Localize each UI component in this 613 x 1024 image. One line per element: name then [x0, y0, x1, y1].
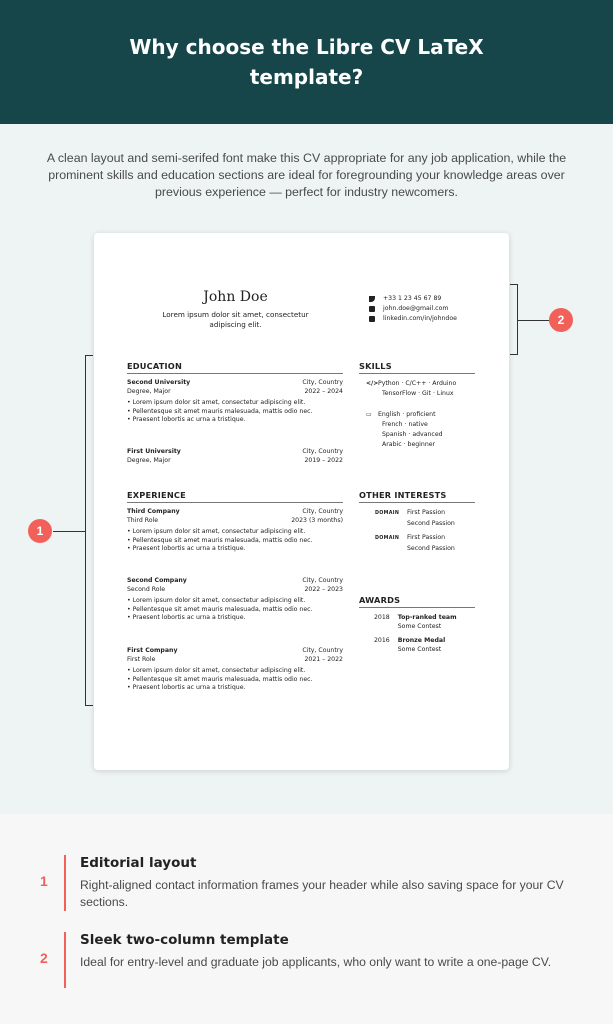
skills-languages	[366, 410, 443, 450]
award-title: Bronze Medal	[397, 637, 446, 644]
entry-role: Degree, Major	[127, 456, 171, 464]
entry-bullet: • Praesent lobortis ac urna a tristique.	[127, 416, 343, 425]
education-heading: EDUCATION	[127, 361, 343, 374]
callout-line-1	[53, 531, 85, 532]
cv-name: John Doe	[203, 289, 268, 305]
interest-line: Second Passion	[407, 545, 455, 552]
entry-loc: City, Country	[302, 577, 343, 584]
skills-tech	[366, 379, 456, 399]
interest-line: Second Passion	[407, 520, 455, 527]
experience-entry	[127, 647, 343, 693]
award-item	[374, 614, 457, 631]
entry-bullet: • Pellentesque sit amet mauris malesuada, mattis odio nec.	[127, 408, 343, 417]
entry-loc: City, Country	[302, 379, 343, 386]
cv-email: john.doe@gmail.com	[383, 305, 449, 312]
email-icon	[369, 306, 375, 312]
skill-line: Arabic · beginner	[382, 441, 436, 448]
interest-tag: DOMAIN	[375, 536, 400, 541]
entry-bullet: • Praesent lobortis ac urna a tristique.	[127, 684, 343, 693]
phone-icon	[369, 296, 375, 302]
entry-dates: 2022 – 2024	[304, 387, 343, 395]
education-entry	[127, 448, 343, 465]
cv-preview	[94, 233, 509, 770]
award-item	[374, 637, 445, 654]
entry-loc: City, Country	[302, 508, 343, 515]
award-year: 2016	[374, 637, 390, 644]
experience-heading: EXPERIENCE	[127, 490, 343, 503]
award-contest: Some Contest	[397, 622, 442, 630]
award-year: 2018	[374, 614, 390, 621]
skills-heading: SKILLS	[359, 361, 475, 374]
entry-org: Second Company	[127, 577, 187, 584]
entry-role: Third Role	[127, 516, 159, 524]
entry-bullet: • Lorem ipsum dolor sit amet, consectetur adipiscing elit.	[127, 667, 343, 676]
feature-text: Ideal for entry-level and graduate job applicants, who only want to write a one-page CV.	[80, 955, 552, 969]
interest-line: First Passion	[407, 534, 446, 541]
skill-line: French · native	[382, 421, 428, 428]
interest-line: First Passion	[407, 509, 446, 516]
skill-line: Spanish · advanced	[382, 431, 443, 438]
entry-loc: City, Country	[302, 647, 343, 654]
code-icon: </>	[366, 380, 379, 387]
entry-bullet: • Pellentesque sit amet mauris malesuada, mattis odio nec.	[127, 676, 343, 685]
entry-bullet: • Pellentesque sit amet mauris malesuada, mattis odio nec.	[127, 606, 343, 615]
feature-title: Editorial layout	[80, 855, 197, 871]
feature-item	[40, 932, 580, 992]
cv-phone: +33 1 23 45 67 89	[383, 295, 442, 302]
feature-number: 2	[40, 950, 48, 966]
page-title: Why choose the Libre CV LaTeX template?	[129, 35, 484, 89]
entry-bullet: • Lorem ipsum dolor sit amet, consectetur adipiscing elit.	[127, 597, 343, 606]
entry-dates: 2021 – 2022	[304, 655, 343, 663]
left-bracket	[85, 355, 93, 706]
award-contest: Some Contest	[397, 645, 442, 653]
entry-bullet: • Praesent lobortis ac urna a tristique.	[127, 545, 343, 554]
feature-text: Right-aligned contact information frames your header while also saving space for your CV sections.	[80, 878, 564, 909]
entry-dates: 2019 – 2022	[304, 456, 343, 464]
right-bracket	[510, 284, 518, 355]
interest-item	[375, 508, 455, 529]
award-title: Top-ranked team	[397, 614, 457, 621]
entry-org: First University	[127, 448, 181, 455]
feature-item	[40, 855, 580, 915]
skill-line: Python · C/C++ · Arduino	[377, 380, 457, 387]
entry-role: Second Role	[127, 585, 166, 593]
entry-dates: 2023 (3 months)	[291, 516, 343, 524]
interests-heading: OTHER INTERESTS	[359, 490, 475, 503]
entry-dates: 2022 – 2023	[304, 585, 343, 593]
feature-number: 1	[40, 873, 48, 889]
entry-bullet: • Praesent lobortis ac urna a tristique.	[127, 614, 343, 623]
experience-entry	[127, 508, 343, 554]
entry-org: First Company	[127, 647, 178, 654]
entry-role: First Role	[127, 655, 156, 663]
interest-item	[375, 533, 455, 554]
interest-tag: DOMAIN	[375, 511, 400, 516]
awards-heading: AWARDS	[359, 595, 475, 608]
feature-title: Sleek two-column template	[80, 932, 289, 948]
cv-contact	[369, 294, 457, 324]
callout-1: 1	[28, 519, 52, 543]
entry-bullet: • Lorem ipsum dolor sit amet, consectetur adipiscing elit.	[127, 528, 343, 537]
education-entry	[127, 379, 343, 425]
skill-line: English · proficient	[377, 411, 436, 418]
intro-text: A clean layout and semi-serifed font make this CV appropriate for any job application, while the prominent skills and education sections are ideal for foregrounding your knowledge areas over previous experience — perfect for industry newcomers.	[46, 151, 567, 199]
entry-role: Degree, Major	[127, 387, 171, 395]
entry-org: Third Company	[127, 508, 180, 515]
language-icon: ▭	[366, 411, 372, 418]
callout-2: 2	[549, 308, 573, 332]
feature-bar	[64, 932, 66, 988]
cv-subtitle: Lorem ipsum dolor sit amet, consectetur adipiscing elit.	[162, 310, 309, 329]
entry-loc: City, Country	[302, 448, 343, 455]
experience-entry	[127, 577, 343, 623]
entry-bullet: • Pellentesque sit amet mauris malesuada, mattis odio nec.	[127, 537, 343, 546]
feature-bar	[64, 855, 66, 911]
cv-linkedin: linkedin.com/in/johndoe	[383, 315, 457, 322]
page-header	[0, 0, 613, 124]
entry-bullet: • Lorem ipsum dolor sit amet, consectetur adipiscing elit.	[127, 399, 343, 408]
linkedin-icon	[369, 316, 375, 322]
skill-line: TensorFlow · Git · Linux	[382, 390, 454, 397]
callout-line-2	[518, 320, 550, 321]
entry-org: Second University	[127, 379, 191, 386]
